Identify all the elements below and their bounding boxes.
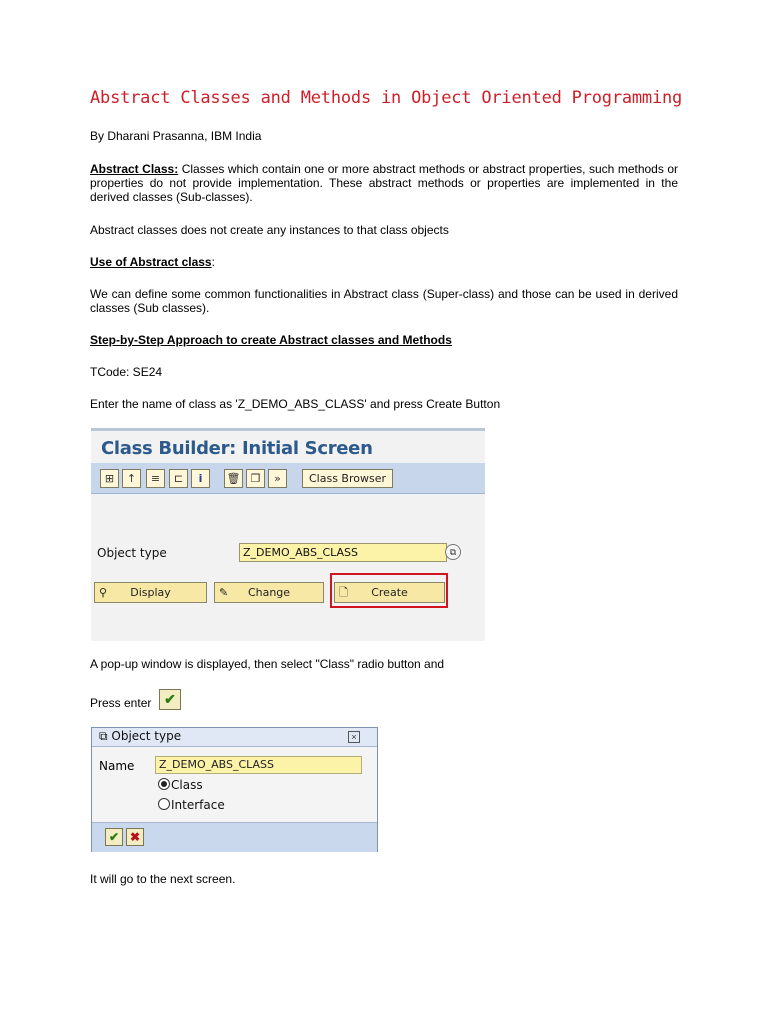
create-label: Create bbox=[371, 586, 408, 599]
enter-check-icon: ✔ bbox=[159, 689, 181, 710]
delete-icon[interactable]: 🗑 bbox=[224, 469, 243, 488]
use-heading-colon: : bbox=[211, 255, 215, 269]
class-builder-title: Class Builder: Initial Screen bbox=[101, 438, 373, 459]
steps-heading: Step-by-Step Approach to create Abstract classes and Methods bbox=[90, 333, 452, 347]
abstract-class-text: Classes which contain one or more abstract methods or abstract properties, such methods or properties do not provide implementation. These abstract methods or properties are implemented in the derived classes (Sub-classes). bbox=[90, 162, 679, 204]
close-icon[interactable]: × bbox=[348, 731, 360, 743]
popup-title-text: Object type bbox=[111, 729, 182, 743]
popup-header bbox=[92, 728, 377, 747]
radio-unselected-icon bbox=[158, 798, 170, 810]
popup-title bbox=[99, 729, 181, 744]
object-type-input[interactable]: Z_DEMO_ABS_CLASS bbox=[239, 543, 447, 562]
display-label: Display bbox=[130, 586, 171, 599]
radio-interface-label: Interface bbox=[171, 798, 225, 812]
info-icon[interactable]: i bbox=[191, 469, 210, 488]
cancel-x-icon[interactable]: ✖ bbox=[126, 828, 144, 846]
change-label: Change bbox=[247, 586, 291, 599]
author-line: By Dharani Prasanna, IBM India bbox=[90, 129, 262, 143]
glasses-icon: ⚲ bbox=[99, 586, 108, 599]
rename-icon[interactable]: » bbox=[268, 469, 287, 488]
radio-selected-icon bbox=[158, 778, 170, 790]
use-heading-line bbox=[90, 255, 678, 269]
pencil-icon: ✎ bbox=[219, 586, 229, 599]
abstract-class-paragraph bbox=[90, 162, 678, 204]
popup-name-input[interactable]: Z_DEMO_ABS_CLASS bbox=[155, 756, 362, 774]
popup-name-label: Name bbox=[99, 759, 135, 773]
next-screen-text: It will go to the next screen. bbox=[90, 872, 236, 886]
up-icon[interactable]: ↑ bbox=[122, 469, 141, 488]
radio-class-label: Class bbox=[171, 778, 203, 792]
object-type-popup bbox=[91, 727, 378, 852]
use-heading: Use of Abstract class bbox=[90, 255, 212, 269]
enter-name-text: Enter the name of class as 'Z_DEMO_ABS_CLASS' and press Create Button bbox=[90, 397, 501, 411]
tcode-text: TCode: SE24 bbox=[90, 365, 163, 379]
f4-help-icon[interactable]: ⧉ bbox=[445, 544, 461, 560]
press-enter-text: Press enter bbox=[90, 696, 152, 710]
popup-window-icon: ⧉ bbox=[99, 729, 108, 743]
change-button[interactable] bbox=[214, 582, 324, 603]
object-type-label: Object type bbox=[97, 546, 167, 560]
class-browser-button[interactable]: Class Browser bbox=[302, 469, 393, 488]
class-builder-toolbar bbox=[91, 463, 485, 494]
radio-interface[interactable] bbox=[158, 798, 225, 812]
abstract-class-heading: Abstract Class: bbox=[90, 162, 179, 176]
class-builder-screenshot bbox=[91, 428, 485, 641]
document-title: Abstract Classes and Methods in Object Oriented Programming bbox=[90, 88, 683, 108]
new-document-icon: 🗋 bbox=[339, 586, 348, 599]
no-instances-text: Abstract classes does not create any instances to that class objects bbox=[90, 223, 449, 237]
create-highlight-box bbox=[330, 573, 448, 608]
confirm-check-icon[interactable]: ✔ bbox=[105, 828, 123, 846]
popup-instruction-text: A pop-up window is displayed, then select "Class" radio button and bbox=[90, 657, 445, 671]
display-button[interactable] bbox=[94, 582, 207, 603]
radio-class[interactable] bbox=[158, 778, 203, 792]
hierarchy-icon[interactable]: ⊞ bbox=[100, 469, 119, 488]
popup-footer bbox=[92, 822, 377, 852]
copy-icon[interactable]: ❐ bbox=[246, 469, 265, 488]
list-icon[interactable]: ≡ bbox=[146, 469, 165, 488]
use-paragraph: We can define some common functionalities in Abstract class (Super-class) and those can be used in derived classes (Sub classes). bbox=[90, 287, 678, 315]
tree-icon[interactable]: ⊏ bbox=[169, 469, 188, 488]
